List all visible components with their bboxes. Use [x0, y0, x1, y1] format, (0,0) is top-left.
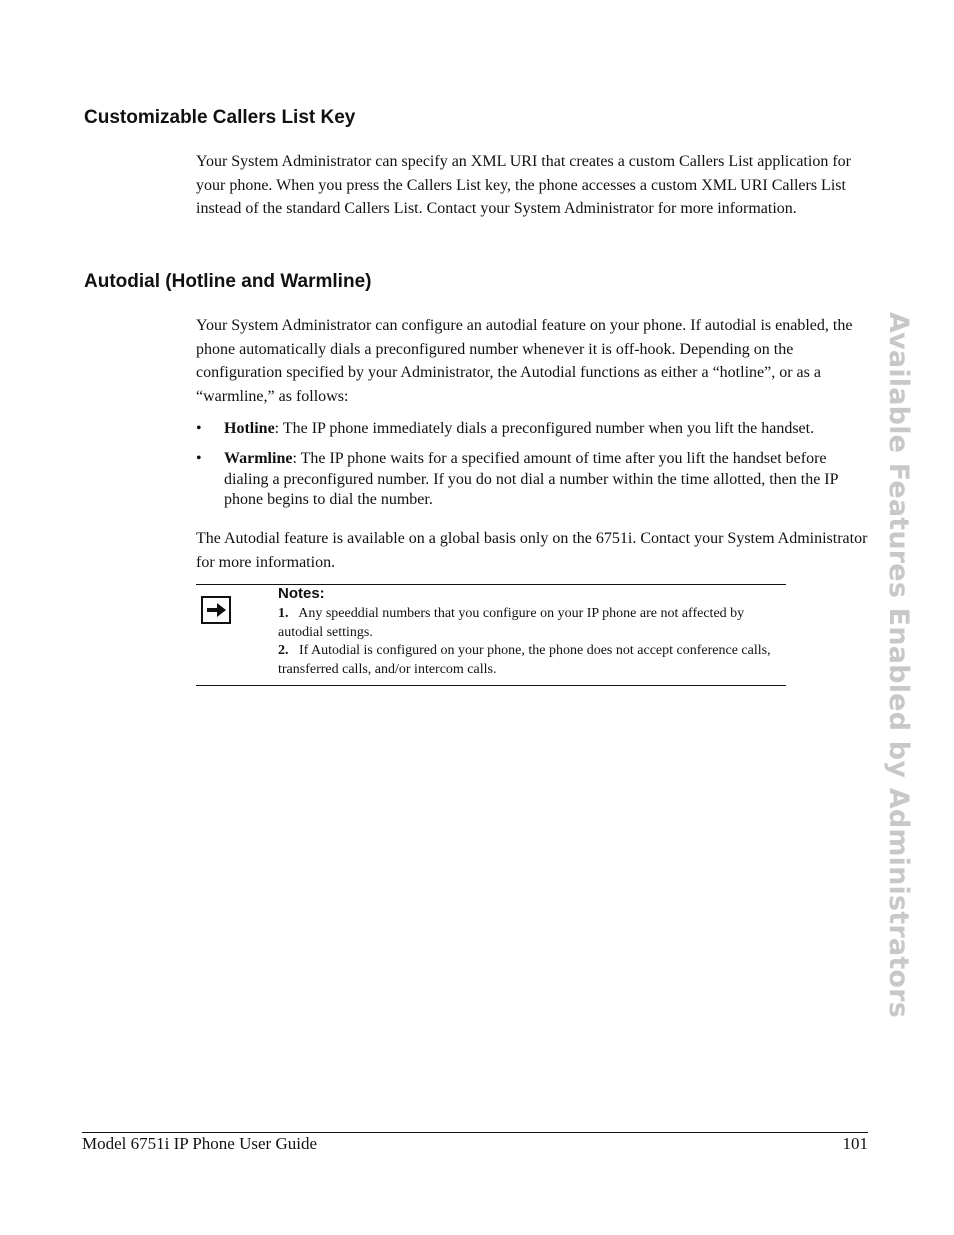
- note-item: [278, 604, 786, 642]
- footer-guide-title: Model 6751i IP Phone User Guide: [82, 1134, 317, 1153]
- footer-divider: [82, 1132, 868, 1133]
- notes-title: Notes:: [278, 585, 325, 602]
- note-text: If Autodial is configured on your phone, the phone does not accept conference calls, transferred calls, and/or intercom calls.: [278, 643, 771, 677]
- bullet-term: Hotline: [224, 420, 275, 437]
- note-item: [278, 641, 786, 679]
- right-arrow-icon: [201, 596, 231, 624]
- bullet-description: : The IP phone immediately dials a preconfigured number when you lift the handset.: [274, 420, 815, 437]
- bullet-description: : The IP phone waits for a specified amount of time after you lift the handset before dialing a preconfigured number. If you do not dial a number within the time allotted, then the IP phone begins to dial the number.: [224, 450, 838, 508]
- note-number: 2.: [278, 643, 289, 658]
- bullet-text: [224, 419, 870, 440]
- right-arrow-icon-graphic: [203, 598, 229, 622]
- note-text: Any speeddial numbers that you configure on your IP phone are not affected by autodial settings.: [278, 606, 745, 640]
- bullet-text: [224, 449, 870, 511]
- autodial-paragraph: Your System Administrator can configure an autodial feature on your phone. If autodial is enabled, the phone automatically dials a preconfigured number whenever it is off-hook. Depending on the configuration specified by your Administrator, the Autodial functions as either a “hotline”, or as a “warmline,” as follows:: [196, 317, 853, 405]
- bullet-term: Warmline: [224, 450, 293, 467]
- notes-box: [196, 584, 786, 686]
- footer-page-number: 101: [842, 1134, 868, 1153]
- section-heading-callers-list: Customizable Callers List Key: [84, 107, 356, 128]
- callers-list-paragraph: Your System Administrator can specify an XML URI that creates a custom Callers List application for your phone. When you press the Callers List key, the phone accesses a custom XML URI Callers List instead of the standard Callers List. Contact your System Administrator for more information.: [196, 153, 851, 217]
- bullet-marker: •: [196, 450, 202, 467]
- bullet-marker: •: [196, 420, 202, 437]
- note-number: 1.: [278, 606, 289, 621]
- chapter-side-tab: Available Features Enabled by Administrators: [883, 312, 914, 1018]
- autodial-closing-paragraph: The Autodial feature is available on a global basis only on the 6751i. Contact your System Administrator for more information.: [196, 530, 868, 571]
- section-heading-autodial: Autodial (Hotline and Warmline): [84, 271, 372, 292]
